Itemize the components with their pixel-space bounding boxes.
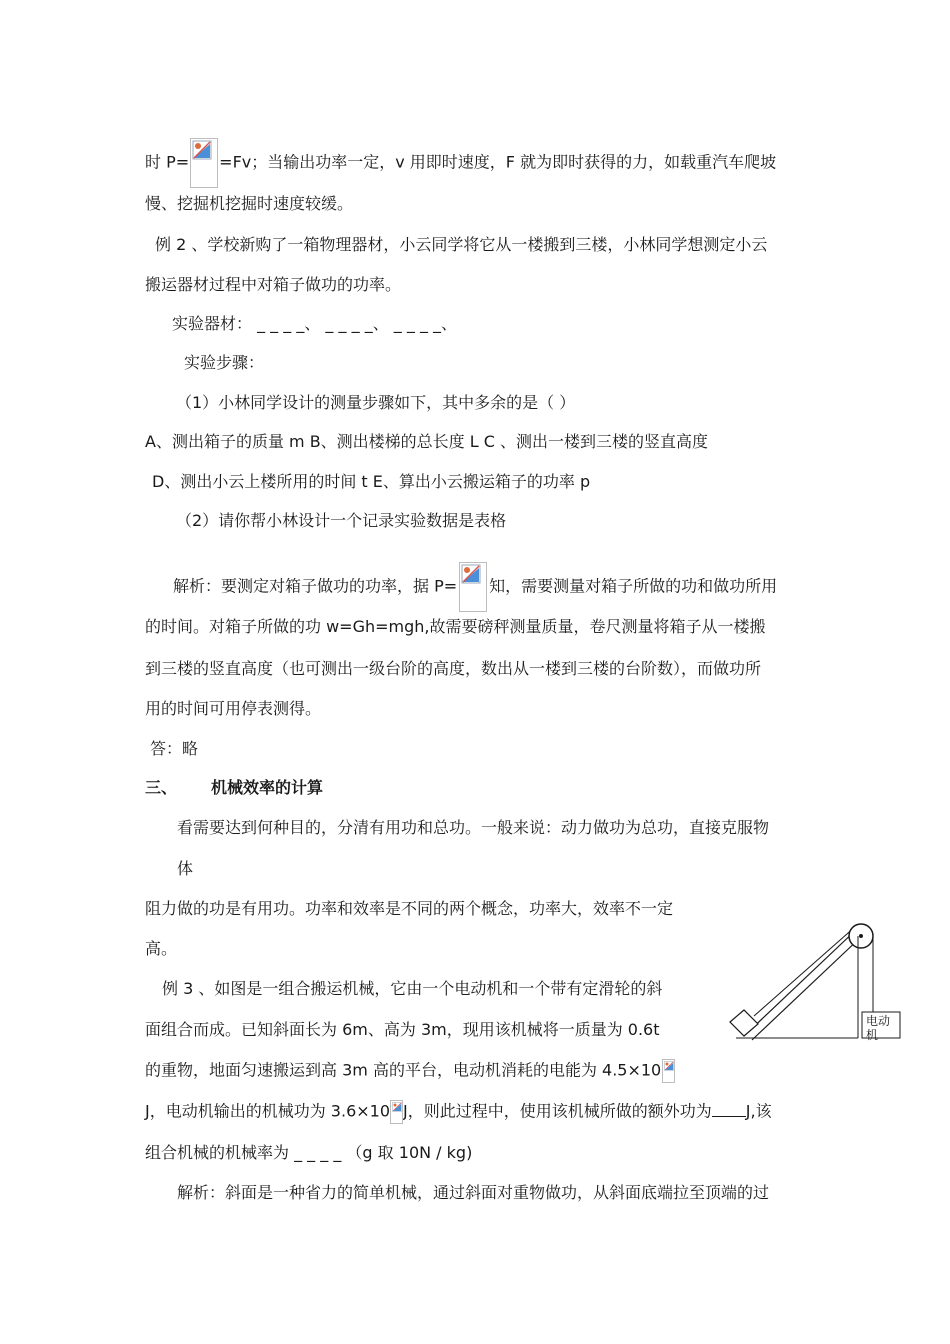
text-line: 搬运器材过程中对箱子做功的功率。 bbox=[145, 275, 402, 294]
text-line: 高。 bbox=[145, 939, 178, 958]
text-line: 例 3 、如图是一组合搬运机械，它由一个电动机和一个带有定滑轮的斜 bbox=[162, 979, 663, 998]
text-segment: 知，需要测量对箱子所做的功和做功所用 bbox=[489, 576, 778, 596]
incline-pulley-diagram bbox=[728, 918, 903, 1048]
text-line: （1）小林同学设计的测量步骤如下，其中多余的是（ ） bbox=[176, 393, 576, 412]
text-segment: J,该 bbox=[745, 1101, 772, 1121]
text-line: 用的时间可用停表测得。 bbox=[145, 699, 322, 718]
text-line bbox=[145, 138, 776, 188]
text-line: （2）请你帮小林设计一个记录实验数据是表格 bbox=[176, 511, 507, 530]
broken-image-icon bbox=[662, 1059, 675, 1083]
text-line: A、测出箱子的质量 m B、测出楼梯的总长度 L C 、测出一楼到三楼的竖直高度 bbox=[145, 432, 709, 451]
motor-label-line2: 机 bbox=[866, 1028, 879, 1042]
text-segment: 解析：要测定对箱子做功的功率，据 P= bbox=[173, 576, 458, 596]
broken-image-icon bbox=[390, 1100, 403, 1124]
pulley-hub bbox=[859, 934, 863, 938]
text-segment: J，则此过程中，使用该机械所做的额外功为 bbox=[403, 1101, 712, 1121]
answer-blank[interactable] bbox=[712, 1102, 746, 1117]
text-line: 组合机械的机械率为 _ _ _ _ （g 取 10N / kg) bbox=[145, 1143, 473, 1162]
broken-image-icon bbox=[190, 138, 218, 188]
rope bbox=[754, 926, 856, 1016]
text-line: D、测出小云上楼所用的时间 t E、算出小云搬运箱子的功率 p bbox=[152, 472, 591, 491]
text-line: 阻力做的功是有用功。功率和效率是不同的两个概念，功率大，效率不一定 bbox=[145, 899, 674, 918]
incline-surface bbox=[744, 928, 858, 1036]
text-line: 例 2 、学校新购了一箱物理器材，小云同学将它从一楼搬到三楼，小林同学想测定小云 bbox=[155, 235, 768, 254]
text-segment: 的重物，地面匀速搬运到高 3m 高的平台，电动机消耗的电能为 4.5×10 bbox=[145, 1060, 662, 1080]
text-segment: =Fv；当输出功率一定，v 用即时速度，F 就为即时获得的力，如载重汽车爬坡 bbox=[219, 152, 777, 172]
text-line: 答：略 bbox=[150, 739, 199, 758]
text-line: 看需要达到何种目的，分清有用功和总功。一般来说：动力做功为总功，直接克服物 bbox=[177, 818, 770, 837]
broken-image-icon bbox=[459, 562, 487, 612]
incline-underside bbox=[752, 936, 862, 1040]
text-line bbox=[145, 1059, 675, 1083]
section-heading-title: 机械效率的计算 bbox=[211, 778, 324, 797]
text-line: 实验器材： _ _ _ _、 _ _ _ _、 _ _ _ _、 bbox=[172, 314, 458, 333]
text-line: 解析：斜面是一种省力的简单机械，通过斜面对重物做功，从斜面底端拉至顶端的过 bbox=[177, 1183, 770, 1202]
text-line: 慢、挖掘机挖掘时速度较缓。 bbox=[145, 194, 354, 213]
text-line: 面组合而成。已知斜面长为 6m、高为 3m，现用该机械将一质量为 0.6t bbox=[145, 1020, 660, 1039]
text-segment: J，电动机输出的机械功为 3.6×10 bbox=[145, 1101, 391, 1121]
text-line: 体 bbox=[177, 859, 194, 878]
text-line: 实验步骤： bbox=[184, 353, 265, 372]
text-line bbox=[173, 562, 777, 612]
text-segment: 时 P= bbox=[145, 152, 190, 172]
text-line: 的时间。对箱子所做的功 w=Gh=mgh,故需要磅秤测量质量，卷尺测量将箱子从一楼搬 bbox=[145, 617, 766, 636]
section-heading-number: 三、 bbox=[145, 778, 178, 797]
text-line bbox=[145, 1100, 772, 1124]
load-box bbox=[730, 1010, 758, 1036]
text-line: 到三楼的竖直高度（也可测出一级台阶的高度，数出从一楼到三楼的台阶数），而做功所 bbox=[145, 659, 762, 678]
motor-label-line1: 电动 bbox=[866, 1014, 891, 1028]
